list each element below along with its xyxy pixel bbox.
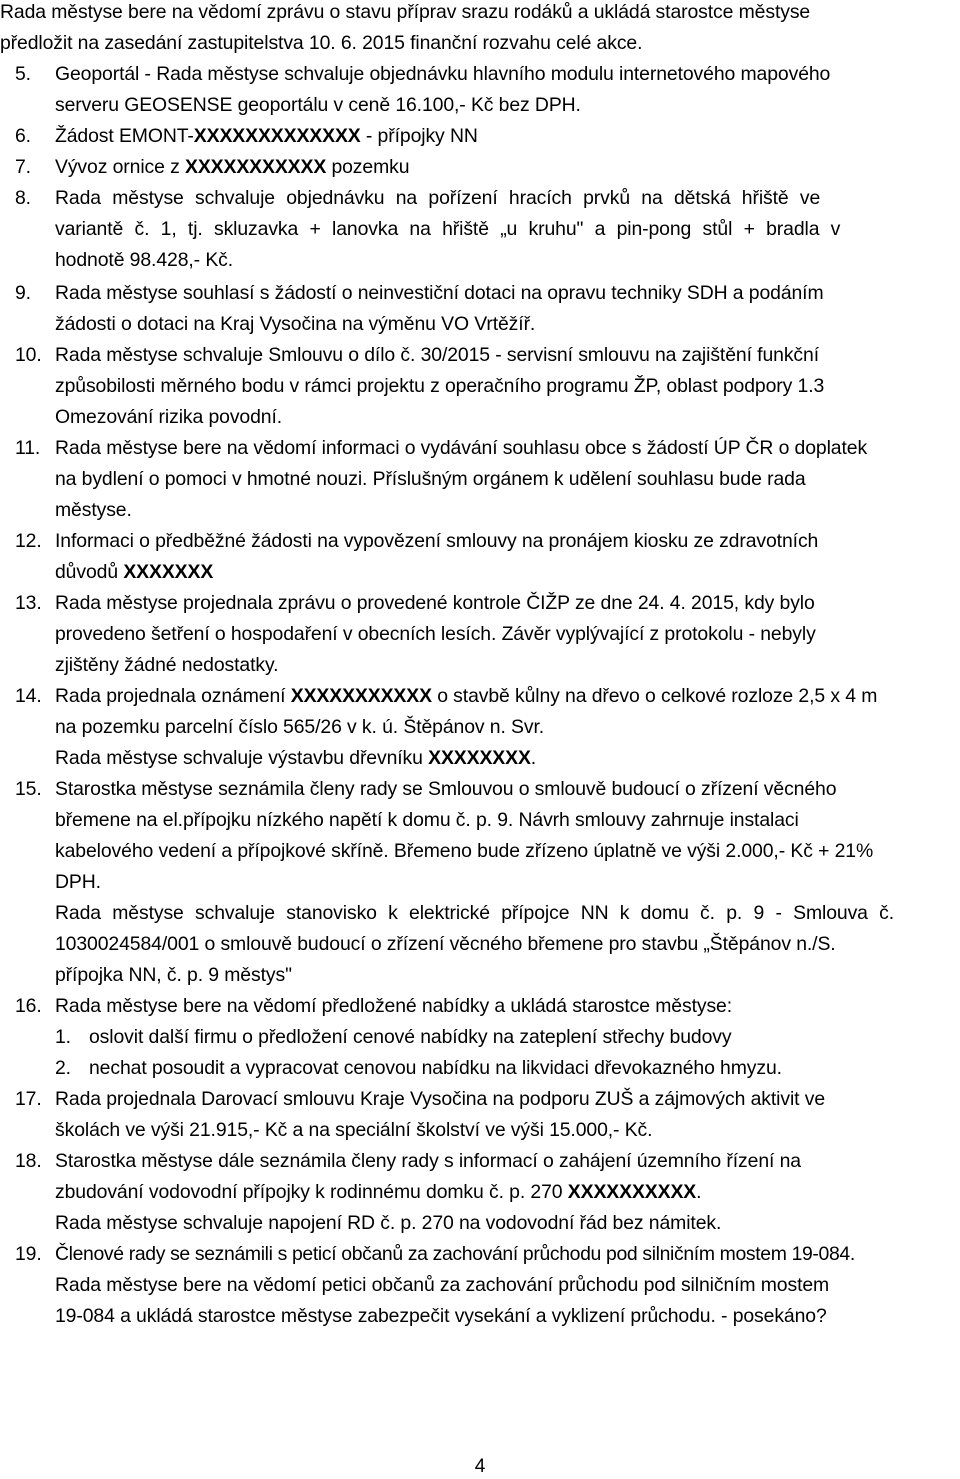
document-page: Rada městyse bere na vědomí zprávu o stavu příprav srazu rodáků a ukládá starostce městyse předložit na zasedání zastupitelstva 10. 6. 2015 finanční rozvahu celé akce. 5. Geoportál - Rada městyse schvaluje objednávku hlavního modulu internetového mapového serveru GEOSENSE geoportálu v ceně 16.100,- Kč bez DPH. 6. Žádost EMONT-XXXXXXXXXXXXX - přípojky NN 7. Vývoz ornice z XXXXXXXXXXX pozemku 8. Rada městyse schvaluje objednávku na pořízení hracích prvků na dětská hřiště ve variantě č. 1, tj. skluzavka + lanovka na hřiště „u kruhu" a pin-pong stůl + bradla v hodnotě 98.428,- Kč. 9. Rada městyse souhlasí s žádostí o neinvestiční dotaci na opravu techniky SDH a podáním žádosti o dotaci na Kraj Vysočina na výměnu VO Vrtěžíř. 10. Rada městyse schvaluje Smlouvu o dílo č. 30/2015 - servisní smlouvu na zajištění funkční způsobilosti měrného bodu v rámci projektu z operačního programu ŽP, oblast podpory 1.3 Omezování rizika povodní. 11. Rada městyse bere na vědomí informaci o vydávání souhlasu obce s žádostí ÚP ČR o doplatek na bydlení o pomoci v hmotné nouzi. Příslušným orgánem k udělení souhlasu bude rada městyse. 12. Informaci o předběžné žádosti na vypovězení smlouvy na pronájem kiosku ze zdravotních důvodů XXXXXXX 13. Rada městyse projednala zprávu o provedené kontrole ČIŽP ze dne 24. 4. 2015, kdy bylo provedeno šetření o hospodaření v obecních lesích. Závěr vyplývající z protokolu - nebyly zjištěny žádné nedostatky. 14. Rada projednala oznámení XXXXXXXXXXX o stavbě kůlny na dřevo o celkové rozloze 2,5 x 4 m na pozemku parcelní číslo 565/26 v k. ú. Štěpánov n. Svr. Rada městyse schvaluje výstavbu dřevníku XXXXXXXX. 15. Starostka městyse seznámila členy rady se Smlouvou o smlouvě budoucí o zřízení věcného břemene na el.přípojku nízkého napětí k domu č. p. 9. Návrh smlouvy zahrnuje instalaci kabelového vedení a přípojkové skříně. Břemeno bude zřízeno úplatně ve výši 2.000,- Kč + 21% DPH. Rada městyse schvaluje stanovisko k elektrické přípojce NN k domu č. p. 9 - Smlouva č. 1030024584/001 o smlouvě budoucí o zřízení věcného břemene pro stavbu „Štěpánov n./S. přípojka NN, č. p. 9 městys" 16. Rada městyse bere na vědomí předložené nabídky a ukládá starostce městyse: 1. oslovit další firmu o předložení cenové nabídky na zateplení střechy budovy 2. nechat posoudit a vypracovat cenovou nabídku na likvidaci dřevokazného hmyzu. 17. Rada projednala Darovací smlouvu Kraje Vysočina na podporu ZUŠ a zájmových aktivit ve školách ve výši 21.915,- Kč a na speciální školství ve výši 15.000,- Kč. 18. Starostka městyse dále seznámila členy rady s informací o zahájení územního řízení na zbudování vodovodní přípojky k rodinnému domku č. p. 270 XXXXXXXXXX. Rada městyse schvaluje napojení RD č. p. 270 na vodovodní řád bez námitek. 19. Členové rady se seznámili s peticí občanů za zachování průchodu pod silničním mostem 19-084. Rada městyse bere na vědomí petici občanů za zachování průchodu pod silničním mostem 19-084 a ukládá starostce městyse zabezpečit vysekání a vyklizení průchodu. - posekáno? 4	[0, 0, 960, 1479]
redacted-text: XXXXXXXXXXXXX	[193, 125, 361, 147]
redacted-text: XXXXXXXXXXX	[290, 685, 432, 707]
redacted-text: XXXXXXX	[123, 561, 214, 583]
redacted-text: XXXXXXXXXX	[567, 1181, 697, 1203]
page-number: 4	[474, 1456, 486, 1477]
redacted-text: XXXXXXXX	[428, 747, 531, 769]
redacted-text: XXXXXXXXXXX	[184, 156, 327, 178]
